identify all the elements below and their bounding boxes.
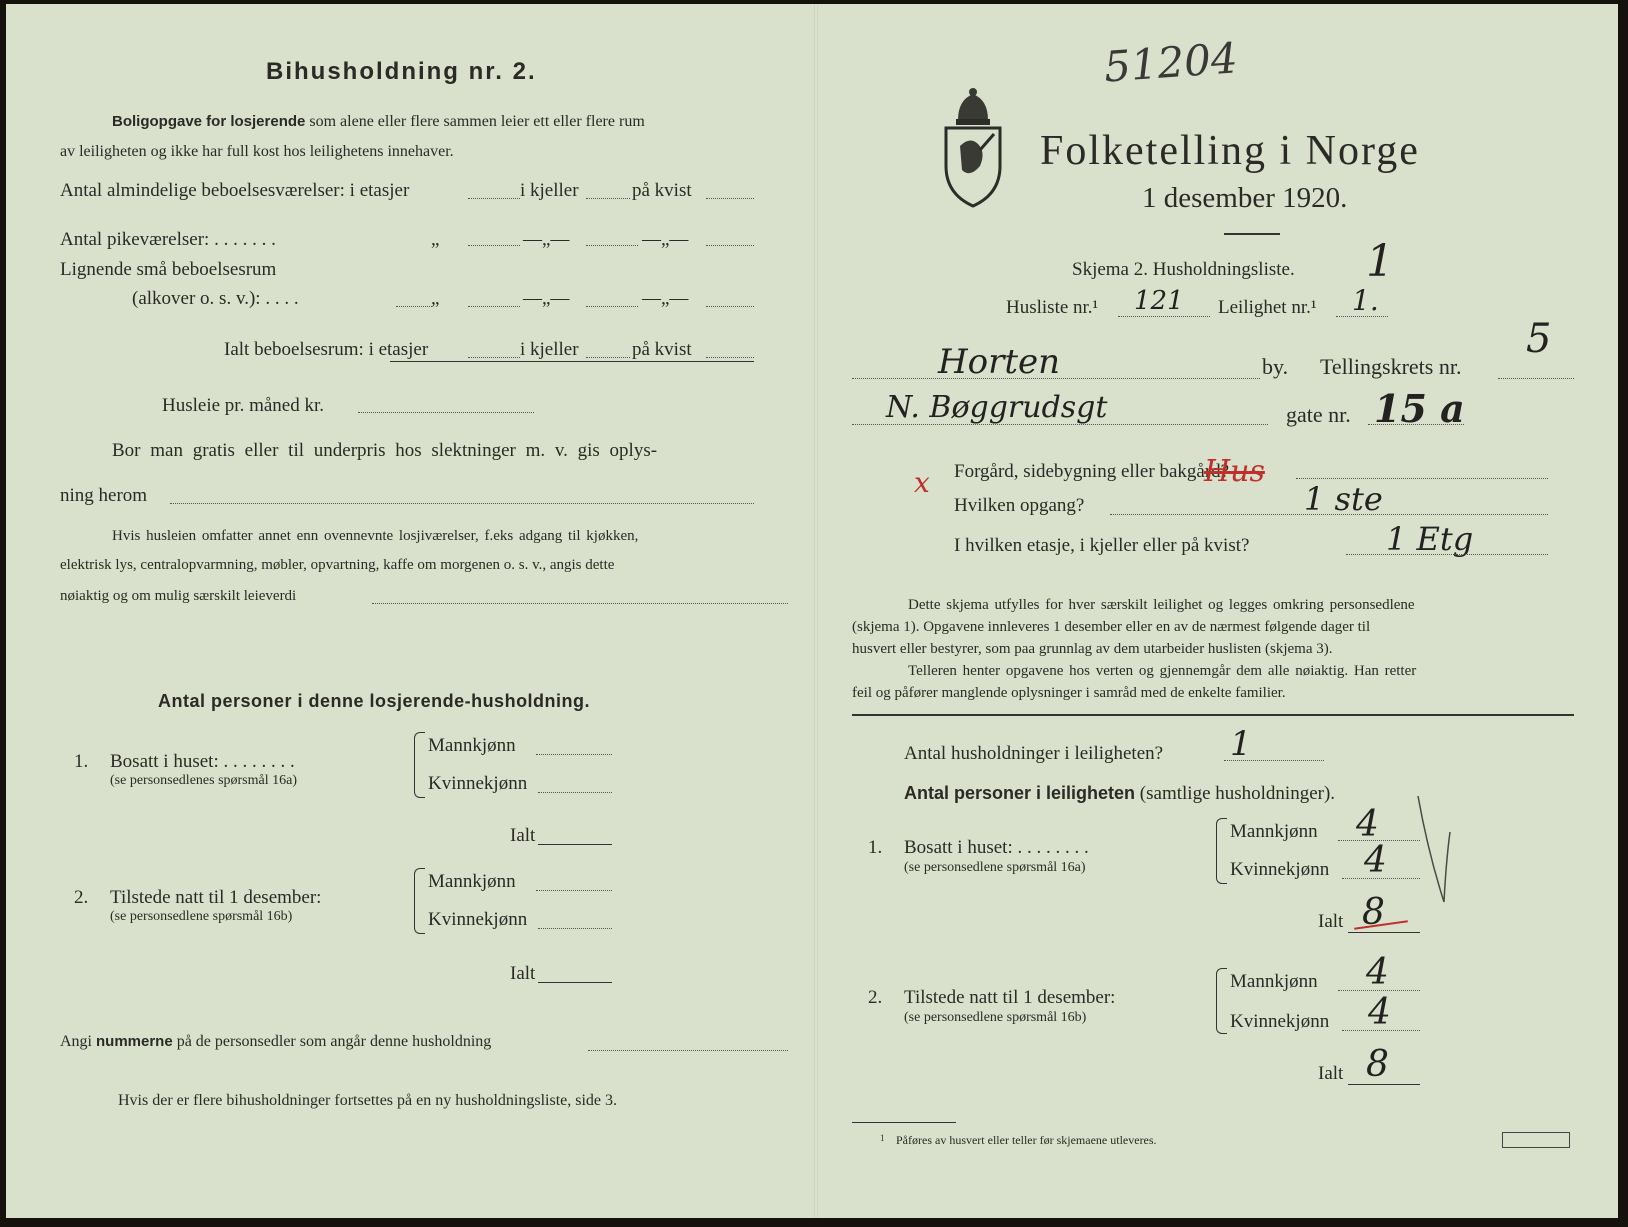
right-q2-number: 2. bbox=[868, 987, 883, 1008]
hush-line[interactable] bbox=[1224, 760, 1324, 761]
opgang-line[interactable] bbox=[1110, 514, 1548, 515]
left-q1-label: Bosatt i huset: . . . . . . . . bbox=[110, 751, 295, 772]
hvis-line-1: Hvis husleien omfatter annet enn ovennevnte losjiværelser, f.eks adgang til kjøkken, bbox=[112, 528, 639, 544]
right-q2-kvinne-handwritten: 4 bbox=[1368, 992, 1391, 1033]
archive-number: 51204 bbox=[1102, 33, 1240, 92]
right-q1-ialt-line[interactable] bbox=[1348, 932, 1420, 933]
intro-line-2: av leiligheten og ikke har full kost hos leilighetens innehaver. bbox=[60, 143, 454, 160]
by-label: by. bbox=[1262, 354, 1289, 379]
left-q1-note: (se personsedlenes spørsmål 16a) bbox=[110, 773, 298, 788]
right-q1-label: Bosatt i huset: . . . . . . . . bbox=[904, 837, 1089, 858]
lignende-label: Lignende små beboelsesrum bbox=[60, 259, 277, 280]
ialt-kjeller-label: i kjeller bbox=[520, 339, 579, 360]
right-q2-bracket bbox=[1216, 968, 1227, 1034]
instr-line-1: Dette skjema utfylles for hver særskilt leilighet og legges omkring personsedlene bbox=[908, 597, 1415, 613]
right-q2-kvinne-label: Kvinnekjønn bbox=[1230, 1011, 1330, 1032]
left-footer: Hvis der er flere bihusholdninger fortsettes på en ny husholdningsliste, side 3. bbox=[118, 1092, 618, 1109]
alkover-kjeller-line[interactable] bbox=[586, 306, 638, 307]
rooms-label: Antal almindelige beboelsesværelser: i etasjer bbox=[60, 180, 410, 201]
left-q1-ialt-line[interactable] bbox=[538, 844, 612, 845]
left-q2-kvinne-label: Kvinnekjønn bbox=[428, 909, 528, 930]
etasje-line[interactable] bbox=[1346, 554, 1548, 555]
right-q2-mann-handwritten: 4 bbox=[1366, 952, 1389, 993]
left-q2-note: (se personsedlene spørsmål 16b) bbox=[110, 909, 293, 924]
gate-label: gate nr. bbox=[1286, 402, 1351, 427]
leilighet-line[interactable] bbox=[1336, 316, 1388, 317]
angi-line-fill[interactable] bbox=[588, 1050, 788, 1051]
pers-bold: Antal personer i leiligheten bbox=[904, 783, 1136, 803]
leilighet-handwritten: 1. bbox=[1352, 284, 1379, 317]
right-q2-note: (se personsedlene spørsmål 16b) bbox=[904, 1010, 1087, 1025]
coat-of-arms-icon bbox=[940, 86, 1006, 210]
intro-rest: som alene eller flere sammen leier ett eller flere rum bbox=[309, 113, 645, 130]
right-q1-mann-label: Mannkjønn bbox=[1230, 821, 1318, 842]
title-divider bbox=[1224, 233, 1280, 235]
forgard-label: Forgård, sidebygning eller bakgård? bbox=[954, 461, 1230, 482]
right-q1-mann-handwritten: 4 bbox=[1356, 804, 1379, 845]
right-q1-kvinne-label: Kvinnekjønn bbox=[1230, 859, 1330, 880]
intro-bold: Boligopgave for losjerende bbox=[112, 113, 306, 130]
krets-line[interactable] bbox=[1498, 378, 1574, 379]
etasje-label: I hvilken etasje, i kjeller eller på kvist? bbox=[954, 535, 1250, 556]
left-q2-label: Tilstede natt til 1 desember: bbox=[110, 887, 322, 908]
krets-handwritten: 5 bbox=[1526, 316, 1552, 362]
rooms-kjeller-label: i kjeller bbox=[520, 180, 579, 201]
opgang-handwritten: 1 ste bbox=[1304, 480, 1383, 518]
husleie-label: Husleie pr. måned kr. bbox=[162, 395, 324, 416]
instr-line-3: husvert eller bestyrer, som paa grunnlag av dem utarbeider huslisten (skjema 3). bbox=[852, 641, 1333, 657]
footnote-text: Påføres av husvert eller teller før skjemaene utleveres. bbox=[896, 1133, 1157, 1147]
rooms-etasjer-line[interactable] bbox=[468, 198, 520, 199]
right-q2-mann-line[interactable] bbox=[1338, 990, 1420, 991]
gate-nr-handwritten: 15 a bbox=[1374, 386, 1465, 431]
rooms-kjeller-line[interactable] bbox=[586, 198, 630, 199]
left-q2-bracket bbox=[414, 868, 425, 934]
right-q1-number: 1. bbox=[868, 837, 883, 858]
ialt-etasjer-line[interactable] bbox=[468, 357, 520, 358]
pike-ditto-3: —„— bbox=[642, 229, 689, 250]
left-q2-ialt-line[interactable] bbox=[538, 982, 612, 983]
skjema-label: Skjema 2. Husholdningsliste. bbox=[1072, 259, 1295, 280]
krets-label: Tellingskrets nr. bbox=[1320, 354, 1462, 379]
alkover-kvist-line[interactable] bbox=[706, 306, 754, 307]
left-q2-mann-line[interactable] bbox=[536, 890, 612, 891]
printer-stamp bbox=[1502, 1132, 1570, 1148]
left-q1-mann-line[interactable] bbox=[536, 754, 612, 755]
right-q1-bracket bbox=[1216, 818, 1227, 884]
left-q2-kvinne-line[interactable] bbox=[538, 928, 612, 929]
ialt-rooms-label: Ialt beboelsesrum: i etasjer bbox=[224, 339, 429, 360]
bor-line-2: ning herom bbox=[60, 485, 148, 506]
hvis-line-2: elektrisk lys, centralopvarmning, møbler, opvartning, kaffe om morgenen o. s. v., angis dette bbox=[60, 557, 615, 573]
hush-label: Antal husholdninger i leiligheten? bbox=[904, 743, 1164, 764]
alkover-etasjer-line[interactable] bbox=[468, 306, 520, 307]
instr-line-4: Telleren henter opgavene hos verten og gjennemgår dem alle nøiaktig. Han retter bbox=[908, 663, 1417, 679]
left-q1-bracket bbox=[414, 732, 425, 798]
right-q2-mann-label: Mannkjønn bbox=[1230, 971, 1318, 992]
right-q2-ialt-label: Ialt bbox=[1318, 1063, 1344, 1084]
right-q2-label: Tilstede natt til 1 desember: bbox=[904, 987, 1116, 1008]
instr-divider bbox=[852, 714, 1574, 716]
antal-personer-heading: Antal personer i denne losjerende-husholdning. bbox=[158, 691, 591, 711]
forgard-struck: Hus bbox=[1204, 454, 1265, 489]
pike-kvist-line[interactable] bbox=[706, 245, 754, 246]
right-q2-ialt-handwritten: 8 bbox=[1366, 1044, 1389, 1085]
pike-ditto-2: —„— bbox=[523, 229, 570, 250]
forgard-line[interactable] bbox=[1296, 478, 1548, 479]
left-q1-kvinne-label: Kvinnekjønn bbox=[428, 773, 528, 794]
husliste-handwritten: 121 bbox=[1134, 286, 1184, 316]
alkover-label: (alkover o. s. v.): . . . . bbox=[132, 288, 299, 309]
footnote-divider bbox=[852, 1122, 956, 1123]
left-q2-number: 2. bbox=[74, 887, 89, 908]
husliste-label: Husliste nr.¹ bbox=[1006, 297, 1099, 318]
footnote-mark: 1 bbox=[880, 1133, 885, 1143]
ialt-kvist-line[interactable] bbox=[706, 357, 754, 358]
right-q2-kvinne-line[interactable] bbox=[1342, 1030, 1420, 1031]
gate-handwritten: N. Bøggrudsgt bbox=[886, 390, 1108, 425]
left-q2-ialt-label: Ialt bbox=[510, 963, 536, 984]
rooms-kvist-label: på kvist bbox=[632, 180, 692, 201]
right-q1-ialt-handwritten: 8 bbox=[1362, 892, 1385, 933]
bor-line-1: Bor man gratis eller til underpris hos slektninger m. v. gis oplys- bbox=[112, 440, 658, 461]
page-fold bbox=[814, 4, 818, 1218]
husleie-line[interactable] bbox=[358, 412, 534, 413]
rooms-kvist-line[interactable] bbox=[706, 198, 754, 199]
alkover-ditto-2: —„— bbox=[523, 288, 570, 309]
cross-mark: x bbox=[914, 466, 930, 499]
pers-line bbox=[904, 784, 1335, 803]
right-q1-kvinne-line[interactable] bbox=[1342, 878, 1420, 879]
etasje-handwritten: 1 Etg bbox=[1386, 520, 1474, 558]
pike-label: Antal pikeværelser: . . . . . . . bbox=[60, 229, 276, 250]
by-line[interactable] bbox=[852, 378, 1260, 379]
right-q1-note: (se personsedlene spørsmål 16a) bbox=[904, 860, 1086, 875]
angi-rest: på de personsedler som angår denne husholdning bbox=[176, 1033, 492, 1050]
angi-pre: Angi bbox=[60, 1033, 92, 1050]
angi-bold: nummerne bbox=[96, 1033, 173, 1050]
right-q2-ialt-line[interactable] bbox=[1348, 1084, 1420, 1085]
pike-ditto: „ bbox=[431, 229, 440, 250]
hush-handwritten: 1 bbox=[1230, 724, 1252, 764]
opgang-label: Hvilken opgang? bbox=[954, 495, 1085, 516]
gate-line[interactable] bbox=[852, 424, 1268, 425]
left-q1-ialt-label: Ialt bbox=[510, 825, 536, 846]
left-q1-number: 1. bbox=[74, 751, 89, 772]
form-title: Folketelling i Norge bbox=[1040, 128, 1420, 174]
ialt-underline bbox=[390, 361, 754, 362]
bor-line[interactable] bbox=[170, 503, 754, 504]
census-form-sheet bbox=[6, 4, 1618, 1218]
right-q1-kvinne-handwritten: 4 bbox=[1364, 840, 1387, 881]
skjema-handwritten: 1 bbox=[1366, 236, 1394, 287]
check-mark-icon bbox=[1414, 792, 1454, 912]
leieverdi-line[interactable] bbox=[372, 603, 788, 604]
leilighet-label: Leilighet nr.¹ bbox=[1218, 297, 1317, 318]
angi-line bbox=[60, 1034, 491, 1050]
right-q1-ialt-label: Ialt bbox=[1318, 911, 1344, 932]
husliste-line[interactable] bbox=[1118, 316, 1210, 317]
alkover-ditto: „ bbox=[431, 288, 440, 309]
ialt-kjeller-line[interactable] bbox=[586, 357, 630, 358]
by-handwritten: Horten bbox=[938, 342, 1061, 382]
left-q1-kvinne-line[interactable] bbox=[538, 792, 612, 793]
instr-line-5: feil og påfører manglende oplysninger i samråd med de enkelte familier. bbox=[852, 685, 1286, 701]
hvis-line-3: nøiaktig og om mulig særskilt leieverdi bbox=[60, 588, 297, 604]
pers-rest: (samtlige husholdninger). bbox=[1139, 783, 1336, 804]
instr-line-2: (skjema 1). Opgavene innleveres 1 desember eller en av de nærmest følgende dager til bbox=[852, 619, 1371, 635]
ialt-kvist-label: på kvist bbox=[632, 339, 692, 360]
alkover-ditto-3: —„— bbox=[642, 288, 689, 309]
intro-line-1 bbox=[112, 114, 645, 130]
left-title: Bihusholdning nr. 2. bbox=[266, 58, 537, 85]
form-date: 1 desember 1920. bbox=[1142, 182, 1348, 214]
left-q1-mann-label: Mannkjønn bbox=[428, 735, 516, 756]
alkover-pre-line[interactable] bbox=[396, 306, 432, 307]
pike-etasjer-line[interactable] bbox=[468, 245, 520, 246]
gate-nr-line[interactable] bbox=[1368, 424, 1464, 425]
pike-kjeller-line[interactable] bbox=[586, 245, 638, 246]
left-q2-mann-label: Mannkjønn bbox=[428, 871, 516, 892]
